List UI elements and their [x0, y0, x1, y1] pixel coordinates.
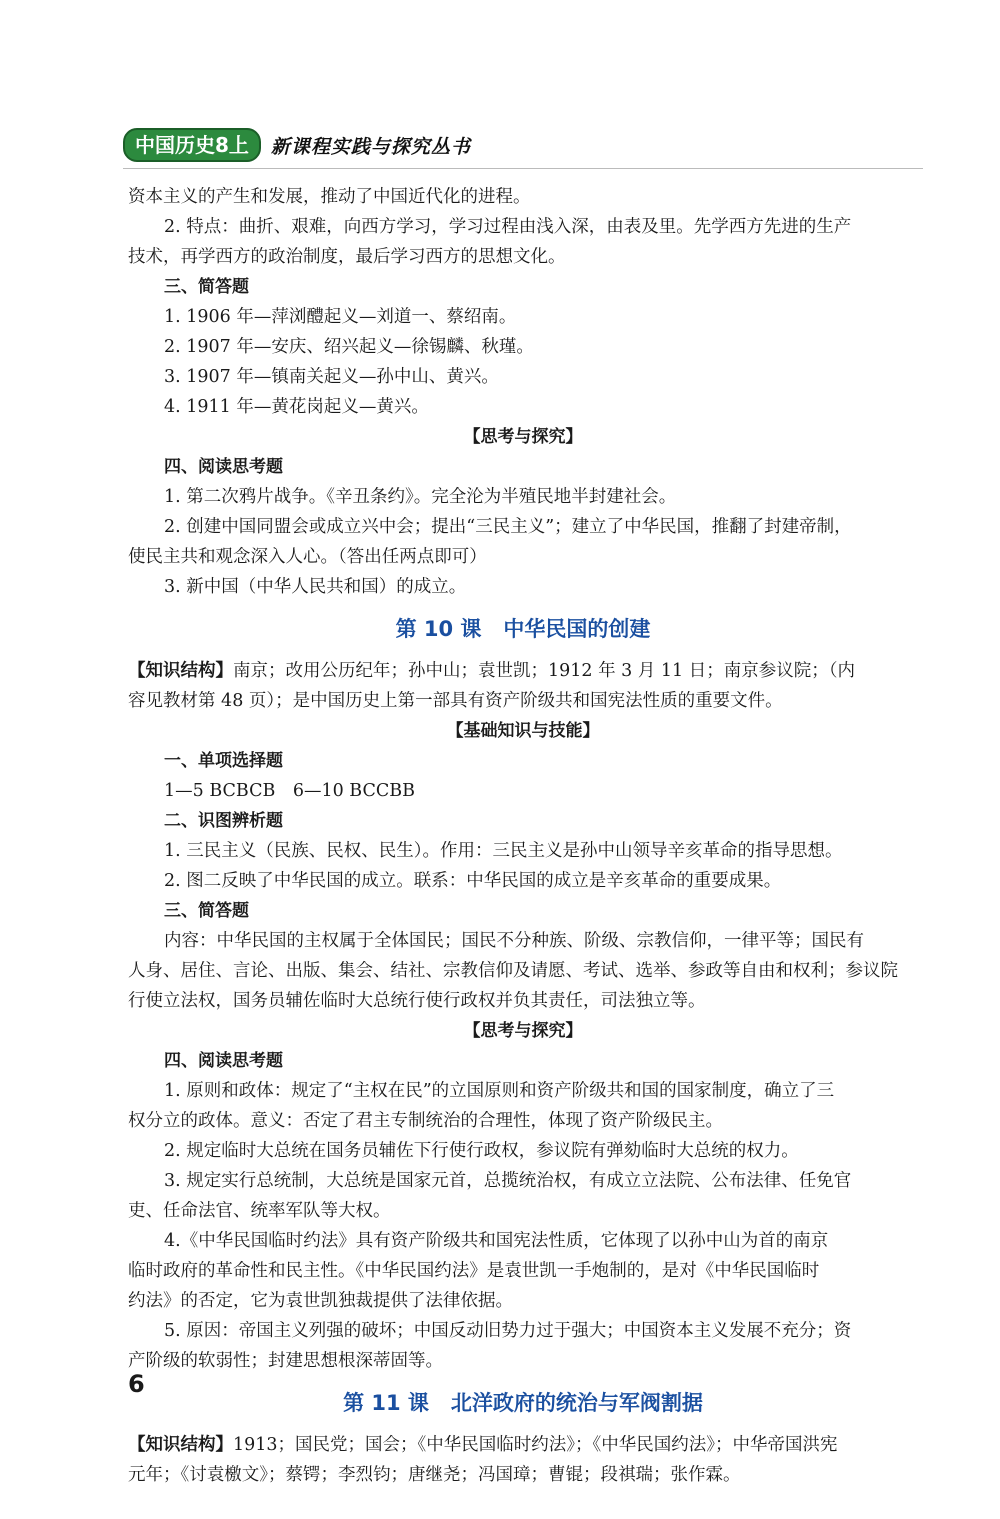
subsection-title: 【思考与探究】: [463, 1021, 583, 1041]
text-line: 元年；《讨袁檄文》；蔡锷；李烈钧；唐继尧；冯国璋；曹锟；段祺瑞；张作霖。: [128, 1465, 741, 1485]
text-line: 人身、居住、言论、出版、集会、结社、宗教信仰及请愿、考试、选举、参政等自由和权利；参议院: [128, 961, 898, 981]
section-heading: 四、阅读思考题: [164, 457, 283, 477]
lesson-title: [128, 1376, 918, 1430]
knowledge-structure-label: 【知识结构】: [128, 1435, 233, 1455]
text-line: 权分立的政体。意义：否定了君主专制统治的合理性，体现了资产阶级民主。: [128, 1111, 723, 1131]
knowledge-structure-line: [128, 656, 918, 686]
lesson-name: 北洋政府的统治与军阀割据: [450, 1391, 703, 1415]
section-heading: 三、简答题: [164, 277, 249, 297]
paragraph-line: 1. 三民主义（民族、民权、民生）。作用：三民主义是孙中山领导辛亥革命的指导思想。: [164, 841, 843, 861]
paragraph-line: 3. 规定实行总统制，大总统是国家元首，总揽统治权，有成立立法院、公布法律、任免官: [164, 1171, 852, 1191]
paragraph-line: 2. 创建中国同盟会或成立兴中会；提出“三民主义”；建立了中华民国，推翻了封建帝制，: [164, 517, 852, 537]
knowledge-structure-label: 【知识结构】: [128, 661, 233, 681]
header-divider: [123, 168, 923, 169]
knowledge-structure-text: 南京；改用公历纪年；孙中山；袁世凯；1912 年 3 月 11 日；南京参议院；（内: [233, 661, 855, 681]
paragraph-line: 1. 原则和政体：规定了“主权在民”的立国原则和资产阶级共和国的国家制度，确立了三: [164, 1081, 835, 1101]
section-heading: 一、单项选择题: [164, 751, 283, 771]
page-header: [123, 128, 471, 162]
text-line: 使民主共和观念深入人心。（答出任两点即可）: [128, 547, 487, 567]
section-heading: 四、阅读思考题: [164, 1051, 283, 1071]
paragraph-line: 2. 1907 年—安庆、绍兴起义—徐锡麟、秋瑾。: [164, 337, 534, 357]
lesson-number: 第 11 课: [343, 1391, 429, 1415]
text-line: 行使立法权，国务员辅佐临时大总统行使行政权并负其责任，司法独立等。: [128, 991, 706, 1011]
text-line: 产阶级的软弱性；封建思想根深蒂固等。: [128, 1351, 443, 1371]
paragraph-line: 3. 新中国（中华人民共和国）的成立。: [164, 577, 467, 597]
knowledge-structure-text: 1913；国民党；国会；《中华民国临时约法》；《中华民国约法》；中华帝国洪宪: [233, 1435, 838, 1455]
paragraph-line: 1—5 BCBCB 6—10 BCCBB: [164, 781, 415, 801]
paragraph-line: 1. 第二次鸦片战争。《辛丑条约》。完全沦为半殖民地半封建社会。: [164, 487, 677, 507]
text-line: 资本主义的产生和发展，推动了中国近代化的进程。: [128, 187, 531, 207]
paragraph-line: 内容：中华民国的主权属于全体国民；国民不分种族、阶级、宗教信仰，一律平等；国民有: [164, 931, 864, 951]
lesson-name: 中华民国的创建: [503, 617, 651, 641]
knowledge-structure-line: [128, 1430, 918, 1460]
paragraph-line: 4.《中华民国临时约法》具有资产阶级共和国宪法性质，它体现了以孙中山为首的南京: [164, 1231, 829, 1251]
paragraph-line: 2. 规定临时大总统在国务员辅佐下行使行政权，参议院有弹劾临时大总统的权力。: [164, 1141, 799, 1161]
section-heading: 二、识图辨析题: [164, 811, 283, 831]
series-title: 新课程实践与探究丛书: [270, 135, 471, 158]
text-line: 约法》的否定，它为袁世凯独裁提供了法律依据。: [128, 1291, 513, 1311]
lesson-title: [128, 602, 918, 656]
text-line: 容见教材第 48 页）；是中国历史上第一部具有资产阶级共和国宪法性质的重要文件。: [128, 691, 783, 711]
paragraph-line: 2. 特点：曲折、艰难，向西方学习，学习过程由浅入深，由表及里。先学西方先进的生产: [164, 217, 852, 237]
subsection-title: 【思考与探究】: [463, 427, 583, 447]
paragraph-line: 5. 原因：帝国主义列强的破坏；中国反动旧势力过于强大；中国资本主义发展不充分；资: [164, 1321, 852, 1341]
text-line: 临时政府的革命性和民主性。《中华民国约法》是袁世凯一手炮制的，是对《中华民国临时: [128, 1261, 820, 1281]
answer-content: [128, 182, 918, 1490]
paragraph-line: 4. 1911 年—黄花岗起义—黄兴。: [164, 397, 429, 417]
book-title-badge: 中国历史8上: [123, 128, 261, 162]
text-line: 技术，再学西方的政治制度，最后学习西方的思想文化。: [128, 247, 566, 267]
page-number: 6: [128, 1370, 145, 1398]
lesson-number: 第 10 课: [395, 617, 482, 641]
paragraph-line: 3. 1907 年—镇南关起义—孙中山、黄兴。: [164, 367, 499, 387]
subsection-title: 【基础知识与技能】: [446, 721, 600, 741]
text-line: 吏、任命法官、统率军队等大权。: [128, 1201, 391, 1221]
paragraph-line: 2. 图二反映了中华民国的成立。联系：中华民国的成立是辛亥革命的重要成果。: [164, 871, 782, 891]
section-heading: 三、简答题: [164, 901, 249, 921]
paragraph-line: 1. 1906 年—萍浏醴起义—刘道一、蔡绍南。: [164, 307, 517, 327]
